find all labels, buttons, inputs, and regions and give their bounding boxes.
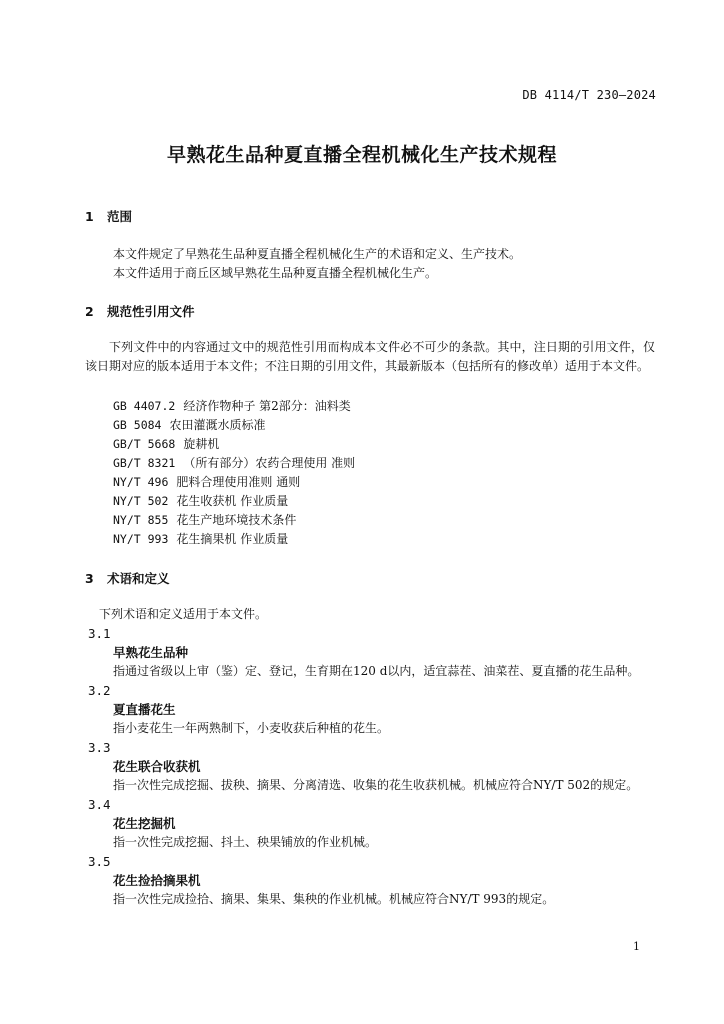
reference-name: 经济作物种子 第2部分：油料类 bbox=[183, 399, 351, 413]
section-1-heading bbox=[85, 207, 132, 225]
reference-name: 花生收获机 作业质量 bbox=[176, 494, 289, 508]
section-3-heading bbox=[85, 569, 170, 587]
term-number: 3.2 bbox=[88, 683, 111, 698]
term-number: 3.4 bbox=[88, 797, 111, 812]
term-definition: 指小麦花生一年两熟制下，小麦收获后种植的花生。 bbox=[113, 721, 390, 735]
section-number: 3 bbox=[85, 571, 94, 586]
reference-name: 花生产地环境技术条件 bbox=[176, 513, 297, 527]
reference-code: GB/T 5668 bbox=[113, 437, 176, 451]
term-number: 3.3 bbox=[88, 740, 111, 755]
document-title: 早熟花生品种夏直播全程机械化生产技术规程 bbox=[166, 144, 557, 166]
reference-name: 旋耕机 bbox=[183, 437, 220, 451]
term-name: 早熟花生品种 bbox=[113, 645, 189, 660]
reference-item bbox=[113, 511, 296, 528]
term-name: 花生捡拾摘果机 bbox=[113, 873, 201, 888]
reference-name: 肥料合理使用准则 通则 bbox=[176, 475, 301, 489]
term-name: 夏直播花生 bbox=[113, 702, 176, 717]
reference-code: NY/T 496 bbox=[113, 475, 169, 489]
document-id: DB 4114/T 230—2024 bbox=[522, 88, 656, 102]
section-number: 1 bbox=[85, 209, 94, 224]
term-definition: 指一次性完成捡拾、摘果、集果、集秧的作业机械。机械应符合NY/T 993的规定。 bbox=[113, 892, 555, 906]
reference-code: GB 4407.2 bbox=[113, 399, 176, 413]
term-number: 3.5 bbox=[88, 854, 111, 869]
section-title: 术语和定义 bbox=[107, 571, 170, 586]
reference-code: NY/T 993 bbox=[113, 532, 169, 546]
paragraph: 本文件规定了早熟花生品种夏直播全程机械化生产的术语和定义、生产技术。 bbox=[113, 247, 522, 261]
reference-name: 花生摘果机 作业质量 bbox=[176, 532, 289, 546]
reference-code: GB/T 8321 bbox=[113, 456, 176, 470]
reference-item bbox=[113, 492, 288, 509]
section-number: 2 bbox=[85, 304, 94, 319]
paragraph: 本文件适用于商丘区域早熟花生品种夏直播全程机械化生产。 bbox=[113, 266, 438, 280]
section-2-heading bbox=[85, 302, 195, 320]
reference-item bbox=[113, 416, 265, 433]
paragraph: 下列文件中的内容通过文中的规范性引用而构成本文件必不可少的条款。其中，注日期的引用文件，仅该日期对应的版本适用于本文件；不注日期的引用文件，其最新版本（包括所有的修改单）适用于本文件。 bbox=[85, 340, 655, 373]
term-name: 花生挖掘机 bbox=[113, 816, 176, 831]
term-number: 3.1 bbox=[88, 626, 111, 641]
reference-item bbox=[113, 397, 351, 414]
term-definition: 指一次性完成挖掘、抖土、秧果铺放的作业机械。 bbox=[113, 835, 378, 849]
paragraph: 下列术语和定义适用于本文件。 bbox=[99, 607, 268, 621]
reference-code: GB 5084 bbox=[113, 418, 162, 432]
reference-item bbox=[113, 454, 355, 471]
term-definition: 指一次性完成挖掘、拔秧、摘果、分离清选、收集的花生收获机械。机械应符合NY/T 502的规定。 bbox=[113, 778, 639, 792]
reference-name: 农田灌溉水质标准 bbox=[169, 418, 266, 432]
reference-code: NY/T 502 bbox=[113, 494, 169, 508]
reference-item bbox=[113, 530, 288, 547]
page-number: 1 bbox=[633, 940, 640, 953]
reference-item bbox=[113, 435, 219, 452]
reference-name: （所有部分）农药合理使用 准则 bbox=[183, 456, 356, 470]
reference-code: NY/T 855 bbox=[113, 513, 169, 527]
section-title: 范围 bbox=[107, 209, 133, 224]
reference-item bbox=[113, 473, 300, 490]
section-title: 规范性引用文件 bbox=[107, 304, 195, 319]
term-name: 花生联合收获机 bbox=[113, 759, 201, 774]
term-definition: 指通过省级以上审（鉴）定、登记，生育期在120 d以内，适宜蒜茬、油菜茬、夏直播的花生品种。 bbox=[113, 664, 640, 678]
